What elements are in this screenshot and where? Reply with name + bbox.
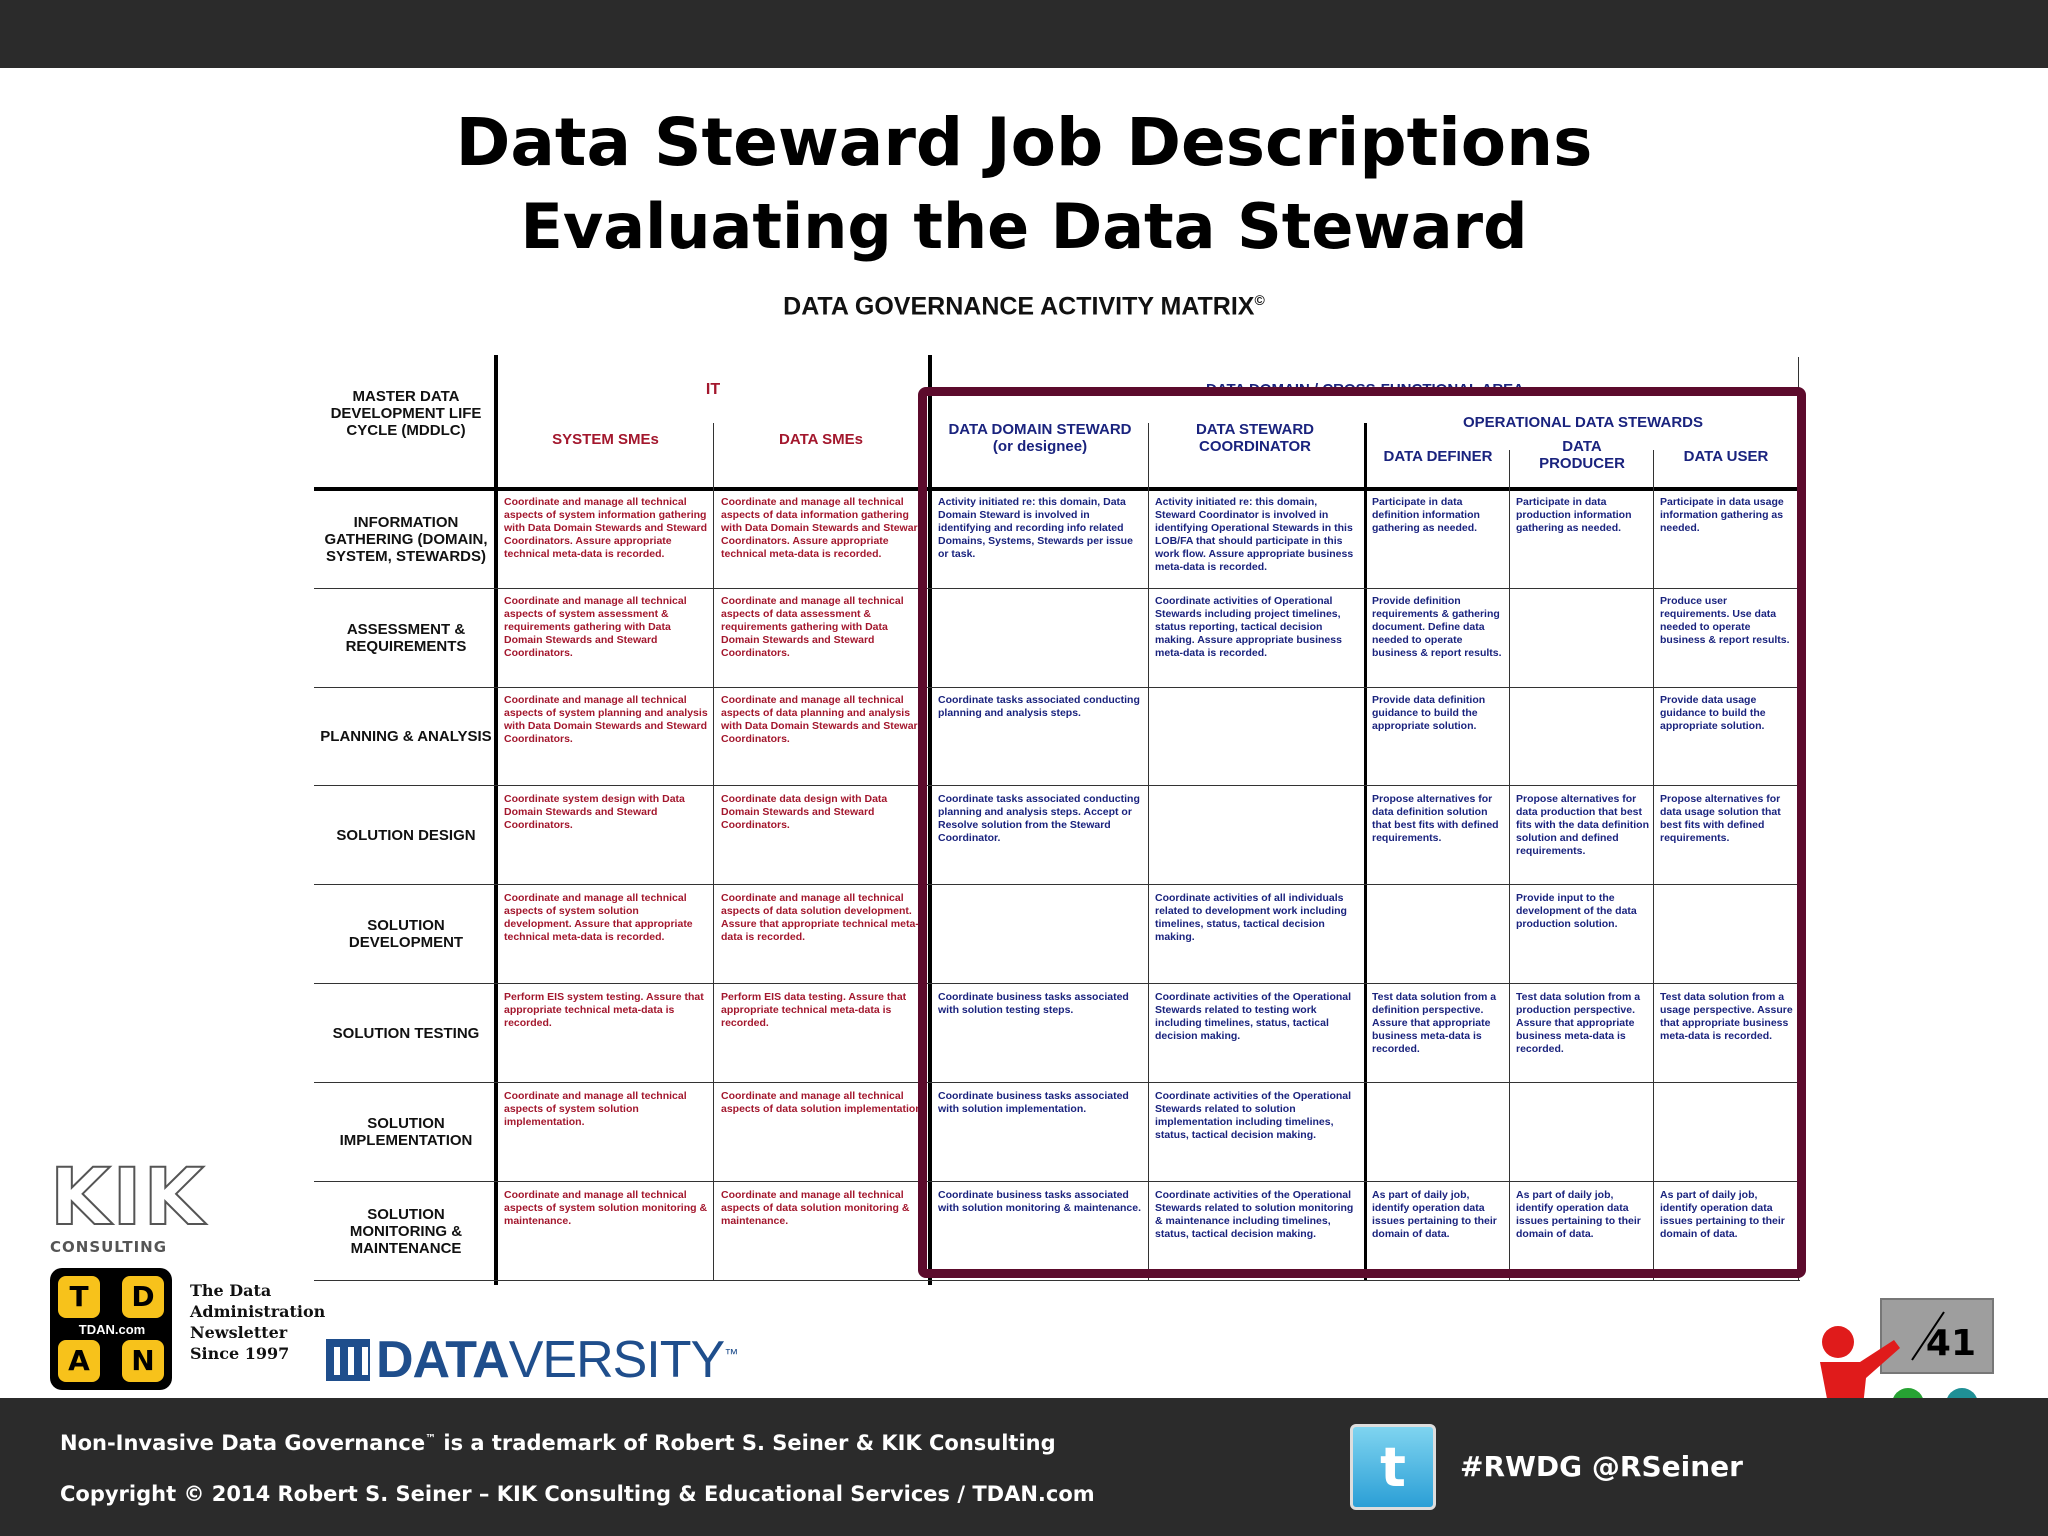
row-label: ASSESSMENT & REQUIREMENTS xyxy=(345,621,467,655)
slide-title: Data Steward Job Descriptions xyxy=(455,104,1593,181)
matrix-title-text: DATA GOVERNANCE ACTIVITY MATRIX xyxy=(783,292,1255,321)
matrix-cell: Perform EIS system testing. Assure that appropriate technical meta-data is recorded. xyxy=(504,991,704,1029)
copyright-mark: © xyxy=(1254,292,1265,308)
matrix-cell: Activity initiated re: this domain, Steward Coordinator is involved in identifying Operational Stewards in this LOB/FA that should participate in this work flow. Assure appropriate business meta-data is recorded. xyxy=(1155,496,1354,573)
matrix-cell: Test data solution from a definition perspective. Assure that appropriate business meta-data is recorded. xyxy=(1372,991,1497,1055)
row-label: SOLUTION DEVELOPMENT xyxy=(348,917,464,951)
col-header-data-smes: DATA SMEs xyxy=(779,431,863,448)
row-label: SOLUTION MONITORING & MAINTENANCE xyxy=(349,1205,463,1257)
matrix-cell: Coordinate and manage all technical aspects of data solution implementation. xyxy=(721,1090,925,1115)
matrix-cell: Coordinate and manage all technical aspects of system solution monitoring & maintenance. xyxy=(504,1189,708,1227)
col-header-system-smes: SYSTEM SMEs xyxy=(552,431,659,448)
matrix-cell: Coordinate and manage all technical aspects of data information gathering with Data Domain Stewards and Steward Coordinators. Assure appropriate technical meta-data is recorded. xyxy=(721,496,925,560)
row-label: PLANNING & ANALYSIS xyxy=(320,728,492,745)
kik-logo xyxy=(50,1153,206,1256)
row-label: SOLUTION IMPLEMENTATION xyxy=(339,1115,473,1149)
dataversity-logo-versity: VERSITY xyxy=(508,1331,725,1389)
row-label: SOLUTION TESTING xyxy=(332,1024,480,1042)
col-header-data-producer: DATA PRODUCER xyxy=(1539,438,1625,472)
matrix-cell: Coordinate and manage all technical aspects of system solution implementation. xyxy=(504,1090,687,1128)
tdan-letter: D xyxy=(122,1276,164,1318)
ops-group-header: OPERATIONAL DATA STEWARDS xyxy=(1463,414,1703,431)
tdan-tagline: The Data Administration Newsletter Since 1997 xyxy=(190,1281,326,1363)
trademark-notice-rest: is a trademark of Robert S. Seiner & KIK Consulting xyxy=(436,1431,1056,1455)
matrix-cell: Test data solution from a usage perspective. Assure that appropriate business meta-data is recorded. xyxy=(1660,991,1793,1042)
matrix-cell: As part of daily job, identify operation data issues pertaining to their domain of data. xyxy=(1660,1189,1785,1240)
matrix-cell: As part of daily job, identify operation data issues pertaining to their domain of data. xyxy=(1372,1189,1497,1240)
matrix-cell: Coordinate data design with Data Domain Stewards and Steward Coordinators. xyxy=(721,793,888,831)
col-header-steward-coordinator: DATA STEWARD COORDINATOR xyxy=(1195,421,1315,455)
matrix-title xyxy=(0,292,2048,321)
matrix-cell: Coordinate tasks associated conducting planning and analysis steps. xyxy=(938,694,1140,719)
pillars-icon xyxy=(326,1339,370,1381)
twitter-handle: #RWDG @RSeiner xyxy=(1460,1450,1743,1483)
matrix-cell: Coordinate system design with Data Domain Stewards and Steward Coordinators. xyxy=(504,793,685,831)
matrix-cell: Coordinate business tasks associated with solution implementation. xyxy=(938,1090,1129,1115)
matrix-cell: Coordinate activities of the Operational Stewards related to solution monitoring & maintenance including timelines, status, tactical decision making. xyxy=(1155,1189,1354,1240)
tdan-letter: T xyxy=(58,1276,100,1318)
kik-logo-sub: CONSULTING xyxy=(50,1238,168,1256)
twitter-glyph: t xyxy=(1380,1435,1406,1499)
row-label: INFORMATION GATHERING (DOMAIN, SYSTEM, STEWARDS) xyxy=(324,514,488,565)
trademark-notice-name: Non-Invasive Data Governance xyxy=(60,1431,426,1455)
matrix-cell: Coordinate and manage all technical aspects of system solution development. Assure that appropriate technical meta-data is recorded. xyxy=(504,892,693,943)
dataversity-logo xyxy=(326,1330,737,1390)
matrix-cell: Coordinate activities of all individuals related to development work including timelines, status, tactical decision making. xyxy=(1155,892,1347,943)
matrix-cell: Coordinate and manage all technical aspects of system assessment & requirements gathering with Data Domain Stewards and Steward Coordinators. xyxy=(504,595,687,659)
slide-subtitle: Evaluating the Data Steward xyxy=(520,190,1528,263)
matrix-cell: As part of daily job, identify operation data issues pertaining to their domain of data. xyxy=(1516,1189,1641,1240)
matrix-cell: Propose alternatives for data production that best fits with the data definition solution and defined requirements. xyxy=(1516,793,1649,857)
domain-group-header: DATA DOMAIN / CROSS-FUNCTIONAL AREA xyxy=(1205,381,1525,398)
row-label: SOLUTION DESIGN xyxy=(336,826,476,844)
corner-header: MASTER DATA DEVELOPMENT LIFE CYCLE (MDDLC) xyxy=(330,388,482,439)
matrix-cell: Coordinate and manage all technical aspects of data solution development. Assure that appropriate technical meta-data is recorded. xyxy=(721,892,919,943)
matrix-cell: Coordinate and manage all technical aspects of system information gathering with Data Domain Stewards and Steward Coordinators. Assure appropriate technical meta-data is recorded. xyxy=(504,496,708,560)
matrix-cell: Perform EIS data testing. Assure that appropriate technical meta-data is recorded. xyxy=(721,991,907,1029)
tdan-letter: N xyxy=(122,1340,164,1382)
matrix-cell: Activity initiated re: this domain, Data Domain Steward is involved in identifying and recording info related Domains, Systems, Stewards per issue or task. xyxy=(938,496,1133,560)
grid-line xyxy=(314,1280,1800,1281)
top-bar xyxy=(0,0,2048,68)
twitter-icon[interactable] xyxy=(1350,1424,1436,1510)
kik-logo-mark: KIK xyxy=(50,1153,206,1243)
matrix-cell: Coordinate and manage all technical aspects of data solution monitoring & maintenance. xyxy=(721,1189,910,1227)
dataversity-logo-data: DATA xyxy=(376,1331,509,1389)
matrix-cell: Propose alternatives for data definition solution that best fits with defined requirements. xyxy=(1372,793,1499,844)
matrix-cell: Provide definition requirements & gathering document. Define data needed to operate business & report results. xyxy=(1372,595,1502,659)
matrix-cell: Coordinate activities of the Operational Stewards related to solution implementation including timelines, status, tactical decision making. xyxy=(1155,1090,1352,1141)
matrix-cell: Participate in data usage information gathering as needed. xyxy=(1660,496,1784,534)
matrix-cell: Coordinate business tasks associated with solution testing steps. xyxy=(938,991,1129,1016)
it-divider xyxy=(494,355,498,1285)
business-stewards-highlight xyxy=(918,387,1806,1278)
matrix-cell: Coordinate activities of the Operational Stewards related to testing work including timelines, status, tactical decision making. xyxy=(1155,991,1352,1042)
dataversity-tm: ™ xyxy=(724,1345,738,1362)
page-number: 41 xyxy=(1925,1323,1976,1364)
matrix-cell: Coordinate and manage all technical aspects of system planning and analysis with Data Domain Stewards and Steward Coordinators. xyxy=(504,694,708,745)
matrix-cell: Participate in data definition information gathering as needed. xyxy=(1372,496,1480,534)
matrix-cell: Produce user requirements. Use data needed to operate business & report results. xyxy=(1660,595,1790,646)
matrix-cell: Test data solution from a production perspective. Assure that appropriate business meta-data is recorded. xyxy=(1516,991,1641,1055)
it-group-header: IT xyxy=(705,381,721,398)
tdan-com-label: TDAN.com xyxy=(78,1322,146,1337)
matrix-cell: Propose alternatives for data usage solution that best fits with defined requirements. xyxy=(1660,793,1781,844)
col-header-domain-steward: DATA DOMAIN STEWARD (or designee) xyxy=(948,421,1132,455)
col-header-data-definer: DATA DEFINER xyxy=(1383,448,1493,465)
copyright-notice: Copyright © 2014 Robert S. Seiner – KIK Consulting & Educational Services / TDAN.com xyxy=(60,1482,1095,1506)
matrix-cell: Coordinate business tasks associated with solution monitoring & maintenance. xyxy=(938,1189,1142,1214)
matrix-cell: Provide data definition guidance to build the appropriate solution. xyxy=(1372,694,1486,732)
trademark-notice xyxy=(60,1431,1056,1455)
matrix-cell: Coordinate and manage all technical aspects of data planning and analysis with Data Domain Stewards and Steward Coordinators. xyxy=(721,694,925,745)
grid-line xyxy=(713,423,714,1280)
matrix-cell: Coordinate activities of Operational Stewards including project timelines, status reporting, tactical decision making. Assure appropriate business meta-data is recorded. xyxy=(1155,595,1342,659)
matrix-cell: Coordinate and manage all technical aspects of data assessment & requirements gathering with Data Domain Stewards and Steward Coordinators. xyxy=(721,595,904,659)
matrix-cell: Provide data usage guidance to build the appropriate solution. xyxy=(1660,694,1766,732)
trademark-symbol: ™ xyxy=(425,1432,437,1445)
matrix-cell: Coordinate tasks associated conducting planning and analysis steps. Accept or Resolve solution from the Steward Coordinator. xyxy=(938,793,1140,844)
matrix-cell: Provide input to the development of the data production solution. xyxy=(1516,892,1637,930)
tdan-letter: A xyxy=(58,1340,100,1382)
matrix-cell: Participate in data production information gathering as needed. xyxy=(1516,496,1632,534)
col-header-data-user: DATA USER xyxy=(1683,448,1769,465)
